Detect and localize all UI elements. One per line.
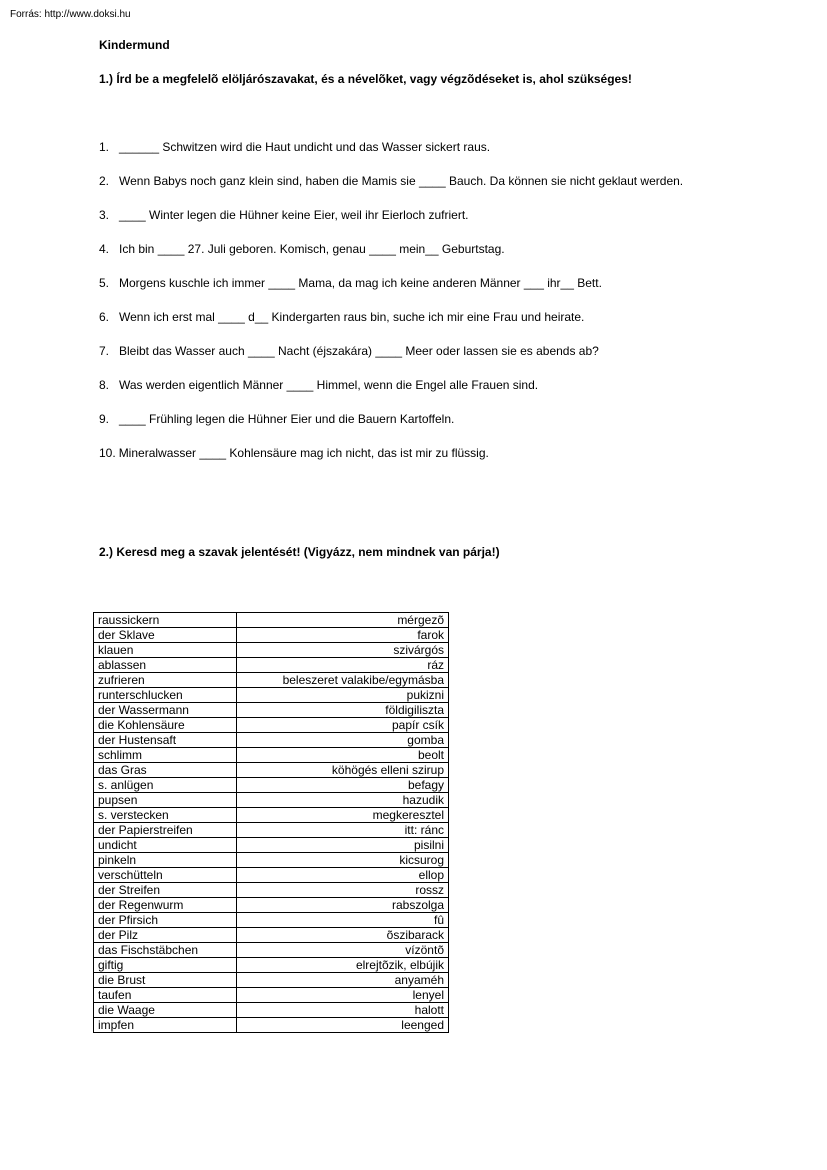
- table-row: [94, 913, 449, 928]
- german-word-cell: das Fischstäbchen: [94, 943, 237, 958]
- sentence-item: [99, 208, 683, 242]
- hungarian-meaning-cell: hazudik: [237, 793, 449, 808]
- task2-heading: 2.) Keresd meg a szavak jelentését! (Vigyázz, nem mindnek van párja!): [99, 545, 500, 559]
- sentence-number: 7.: [99, 344, 110, 358]
- sentence-number: 8.: [99, 378, 110, 392]
- german-word-cell: pinkeln: [94, 853, 237, 868]
- german-word-cell: der Sklave: [94, 628, 237, 643]
- table-row: [94, 853, 449, 868]
- hungarian-meaning-cell: megkeresztel: [237, 808, 449, 823]
- hungarian-meaning-cell: földigiliszta: [237, 703, 449, 718]
- sentence-number: 10.: [99, 446, 116, 460]
- german-word-cell: verschütteln: [94, 868, 237, 883]
- german-word-cell: raussickern: [94, 613, 237, 628]
- table-row: [94, 613, 449, 628]
- sentence-item: [99, 276, 683, 310]
- german-word-cell: der Regenwurm: [94, 898, 237, 913]
- sentence-text: Was werden eigentlich Männer ____ Himmel, wenn die Engel alle Frauen sind.: [119, 378, 539, 392]
- table-row: [94, 883, 449, 898]
- hungarian-meaning-cell: köhögés elleni szirup: [237, 763, 449, 778]
- german-word-cell: giftig: [94, 958, 237, 973]
- german-word-cell: pupsen: [94, 793, 237, 808]
- german-word-cell: undicht: [94, 838, 237, 853]
- sentence-item: [99, 344, 683, 378]
- vocabulary-table-body: [94, 613, 449, 1033]
- table-row: [94, 733, 449, 748]
- table-row: [94, 988, 449, 1003]
- sentence-item: [99, 446, 683, 480]
- sentence-text: Morgens kuschle ich immer ____ Mama, da mag ich keine anderen Männer ___ ihr__ Bett.: [119, 276, 602, 290]
- sentence-number: 1.: [99, 140, 110, 154]
- sentence-item: [99, 412, 683, 446]
- hungarian-meaning-cell: ráz: [237, 658, 449, 673]
- sentence-number: 3.: [99, 208, 110, 222]
- hungarian-meaning-cell: lenyel: [237, 988, 449, 1003]
- table-row: [94, 793, 449, 808]
- hungarian-meaning-cell: elrejtõzik, elbújik: [237, 958, 449, 973]
- sentence-number: 2.: [99, 174, 110, 188]
- sentence-text: ______ Schwitzen wird die Haut undicht und das Wasser sickert raus.: [119, 140, 491, 154]
- german-word-cell: der Hustensaft: [94, 733, 237, 748]
- hungarian-meaning-cell: itt: ránc: [237, 823, 449, 838]
- table-row: [94, 643, 449, 658]
- hungarian-meaning-cell: ellop: [237, 868, 449, 883]
- german-word-cell: taufen: [94, 988, 237, 1003]
- hungarian-meaning-cell: szivárgós: [237, 643, 449, 658]
- sentence-text: Wenn Babys noch ganz klein sind, haben die Mamis sie ____ Bauch. Da können sie nicht geklaut werden.: [119, 174, 684, 188]
- source-line: Forrás: http://www.doksi.hu: [10, 9, 131, 20]
- german-word-cell: der Pfirsich: [94, 913, 237, 928]
- sentence-number: 5.: [99, 276, 110, 290]
- task1-heading: 1.) Írd be a megfelelõ elöljárószavakat, és a névelõket, vagy végzõdéseket is, ahol szükséges!: [99, 72, 632, 86]
- hungarian-meaning-cell: pisilni: [237, 838, 449, 853]
- table-row: [94, 1003, 449, 1018]
- table-row: [94, 763, 449, 778]
- table-row: [94, 808, 449, 823]
- table-row: [94, 778, 449, 793]
- hungarian-meaning-cell: farok: [237, 628, 449, 643]
- table-row: [94, 748, 449, 763]
- table-row: [94, 898, 449, 913]
- sentence-number: 6.: [99, 310, 110, 324]
- hungarian-meaning-cell: befagy: [237, 778, 449, 793]
- table-row: [94, 943, 449, 958]
- german-word-cell: runterschlucken: [94, 688, 237, 703]
- sentence-text: Ich bin ____ 27. Juli geboren. Komisch, genau ____ mein__ Geburtstag.: [119, 242, 505, 256]
- sentence-text: Bleibt das Wasser auch ____ Nacht (éjszakára) ____ Meer oder lassen sie es abends ab?: [119, 344, 599, 358]
- table-row: [94, 703, 449, 718]
- hungarian-meaning-cell: halott: [237, 1003, 449, 1018]
- table-row: [94, 658, 449, 673]
- sentence-item: [99, 174, 683, 208]
- hungarian-meaning-cell: anyaméh: [237, 973, 449, 988]
- sentence-text: ____ Winter legen die Hühner keine Eier, weil ihr Eierloch zufriert.: [119, 208, 469, 222]
- document-title: Kindermund: [99, 38, 170, 52]
- table-row: [94, 688, 449, 703]
- hungarian-meaning-cell: pukizni: [237, 688, 449, 703]
- hungarian-meaning-cell: rossz: [237, 883, 449, 898]
- table-row: [94, 973, 449, 988]
- hungarian-meaning-cell: beolt: [237, 748, 449, 763]
- table-row: [94, 868, 449, 883]
- german-word-cell: der Papierstreifen: [94, 823, 237, 838]
- german-word-cell: klauen: [94, 643, 237, 658]
- sentence-item: [99, 378, 683, 412]
- table-row: [94, 958, 449, 973]
- german-word-cell: s. anlügen: [94, 778, 237, 793]
- hungarian-meaning-cell: leenged: [237, 1018, 449, 1033]
- german-word-cell: ablassen: [94, 658, 237, 673]
- german-word-cell: der Wassermann: [94, 703, 237, 718]
- hungarian-meaning-cell: rabszolga: [237, 898, 449, 913]
- table-row: [94, 628, 449, 643]
- german-word-cell: zufrieren: [94, 673, 237, 688]
- sentence-text: ____ Frühling legen die Hühner Eier und die Bauern Kartoffeln.: [119, 412, 455, 426]
- hungarian-meaning-cell: beleszeret valakibe/egymásba: [237, 673, 449, 688]
- sentence-item: [99, 242, 683, 276]
- table-row: [94, 823, 449, 838]
- table-row: [94, 673, 449, 688]
- hungarian-meaning-cell: fû: [237, 913, 449, 928]
- german-word-cell: impfen: [94, 1018, 237, 1033]
- table-row: [94, 838, 449, 853]
- hungarian-meaning-cell: vízöntõ: [237, 943, 449, 958]
- table-row: [94, 1018, 449, 1033]
- german-word-cell: die Kohlensäure: [94, 718, 237, 733]
- hungarian-meaning-cell: mérgezõ: [237, 613, 449, 628]
- german-word-cell: die Brust: [94, 973, 237, 988]
- german-word-cell: s. verstecken: [94, 808, 237, 823]
- hungarian-meaning-cell: kicsurog: [237, 853, 449, 868]
- german-word-cell: das Gras: [94, 763, 237, 778]
- german-word-cell: der Pilz: [94, 928, 237, 943]
- german-word-cell: die Waage: [94, 1003, 237, 1018]
- sentence-item: [99, 310, 683, 344]
- sentence-list: [99, 140, 683, 480]
- hungarian-meaning-cell: gomba: [237, 733, 449, 748]
- german-word-cell: der Streifen: [94, 883, 237, 898]
- sentence-number: 4.: [99, 242, 110, 256]
- hungarian-meaning-cell: papír csík: [237, 718, 449, 733]
- table-row: [94, 718, 449, 733]
- sentence-text: Mineralwasser ____ Kohlensäure mag ich nicht, das ist mir zu flüssig.: [118, 446, 489, 460]
- sentence-number: 9.: [99, 412, 110, 426]
- sentence-text: Wenn ich erst mal ____ d__ Kindergarten raus bin, suche ich mir eine Frau und heirate.: [119, 310, 585, 324]
- sentence-item: [99, 140, 683, 174]
- table-row: [94, 928, 449, 943]
- vocabulary-table: [93, 612, 449, 1033]
- german-word-cell: schlimm: [94, 748, 237, 763]
- hungarian-meaning-cell: õszibarack: [237, 928, 449, 943]
